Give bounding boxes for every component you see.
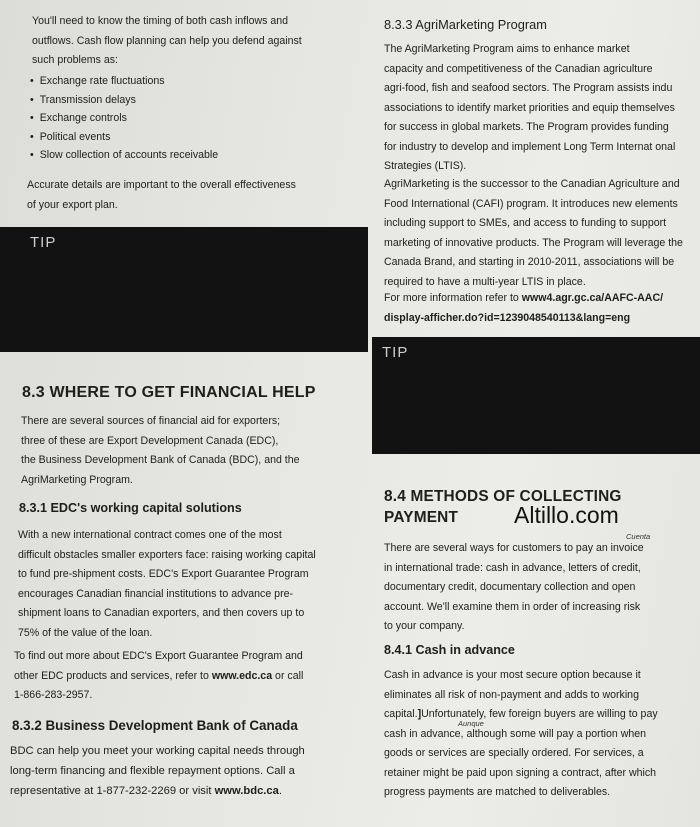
paragraph-line: for industry to develop and implement Long Term Internat onal [384,140,676,153]
section-8-3-heading: 8.3 WHERE TO GET FINANCIAL HELP [22,384,316,401]
paragraph-line: the Business Development Bank of Canada (BDC), and the [21,454,300,466]
text-span: . [278,785,282,797]
paragraph-line [384,705,658,725]
paragraph-line: account. We'll examine them in order of increasing risk [384,600,641,613]
agri-url-part2: display-afficher.do?id=1239048540113&lang=eng [384,311,631,324]
paragraph-line: Cash in advance is your most secure option because it [384,669,641,681]
list-item: • Exchange rate fluctuations [30,72,218,91]
tip-box [372,337,700,454]
paragraph-line: Food International (CAFI) program. It introduces new elements [384,197,678,210]
paragraph-line: AgriMarketing Program. [21,473,133,486]
list-item: • Political events [30,128,218,147]
heading-line: PAYMENT [384,509,459,526]
paragraph-line: To find out more about EDC's Export Guarantee Program and [14,650,303,662]
cash-in-advance-paragraph [384,666,658,803]
text-span: representative at 1-877-232-2269 or visit [10,785,215,797]
section-8-3-1-paragraph [18,526,316,643]
paragraph-line [384,289,663,309]
paragraph-line [14,667,303,687]
edc-url: www.edc.ca [211,669,273,682]
watermark: Altillo.com [514,502,619,528]
handwritten-note: Cuenta [626,532,651,541]
text-span: other EDC products and services, refer to [14,669,212,682]
agri-url-part1: www4.agr.gc.ca/AAFC-AAC/ [521,292,664,304]
paragraph-line: AgriMarketing is the successor to the Canadian Agriculture and [384,178,680,190]
paragraph-line: encourages Canadian financial institutions to advance pre- [18,587,294,600]
list-item: • Transmission delays [30,91,218,110]
paragraph-line: eliminates all risk of non-payment and adds to working [384,688,639,701]
intro-line: such problems as: [32,54,118,66]
paragraph-line: retainer might be paid upon signing a contract, after which [384,766,657,779]
paragraph-line: cash in advance, although some will pay a portion when [384,727,647,740]
tip-label: TIP [30,234,57,251]
paragraph-line: in international trade: cash in advance, letters of credit, [384,561,641,574]
cafi-paragraph [384,175,700,292]
paragraph-line: associations to identify market priorities and equip themselves [384,101,675,114]
paragraph-line: three of these are Export Development Canada (EDC), [21,434,279,447]
section-8-4-paragraph [384,539,644,637]
text-span: For more information refer to [384,292,522,304]
section-8-3-3-heading: 8.3.3 AgriMarketing Program [384,17,547,32]
intro-paragraph [32,12,302,71]
paragraph-line: required to have a multi-year LTIS in place. [384,275,586,288]
list-item: • Slow collection of accounts receivable [30,146,218,165]
text-span: Unfortunately, few foreign buyers are willing to pay [421,708,658,720]
tip-label: TIP [382,344,409,361]
section-8-3-1-heading: 8.3.1 EDC's working capital solutions [19,501,242,515]
paragraph-line: including support to SMEs, and access to funding to support [384,217,667,229]
paragraph-line: BDC can help you meet your working capital needs through [10,745,305,757]
paragraph-line: progress payments are matched to deliverables. [384,786,611,798]
more-info-paragraph [384,289,663,328]
paragraph-line: Canada Brand, and starting in 2010-2011, associations will be [384,256,675,268]
paragraph-line: shipment loans to Canadian exporters, and then covers up to [18,607,305,619]
paragraph-line: Strategies (LTIS). [384,160,467,172]
paragraph-line: marketing of innovative products. The Program will leverage the [384,236,683,249]
text-span: or call [272,669,304,682]
paragraph-line: difficult obstacles smaller exporters face: raising working capital [18,548,316,561]
paragraph-line: to your company. [384,620,465,632]
list-item: • Exchange controls [30,109,218,128]
accuracy-paragraph [27,176,296,215]
intro-line: You'll need to know the timing of both cash inflows and [32,15,289,27]
section-8-3-paragraph [21,412,300,490]
problem-list [30,72,218,165]
bdc-paragraph [10,741,305,801]
paragraph-line: long-term financing and flexible repayment options. Call a [10,765,295,777]
text-span: capital. [384,708,418,720]
paragraph-line: There are several ways for customers to pay an invoice [384,542,644,554]
paragraph-line: for success in global markets. The Program provides funding [384,121,669,133]
intro-line: outflows. Cash flow planning can help you defend against [32,34,302,47]
paragraph-line: The AgriMarketing Program aims to enhance market [384,43,630,55]
tip-box [0,227,368,352]
section-8-3-2-heading: 8.3.2 Business Development Bank of Canada [12,718,298,733]
edc-info-paragraph [14,647,303,706]
handwritten-bracket: ] [417,708,422,720]
accuracy-line: of your export plan. [27,198,118,211]
edc-phone: 1-866-283-2957. [14,689,93,701]
paragraph-line: With a new international contract comes one of the most [18,529,282,541]
paragraph-line: capacity and competitiveness of the Canadian agriculture [384,62,653,75]
paragraph-line: 75% of the value of the loan. [18,626,153,639]
paragraph-line: goods or services are specially ordered. For services, a [384,747,644,759]
paragraph-line [10,781,305,801]
handwritten-note: Aunque [458,719,484,728]
bdc-url: www.bdc.ca [214,785,279,797]
paragraph-line: to fund pre-shipment costs. EDC's Export Guarantee Program [18,568,309,580]
section-8-4-1-heading: 8.4.1 Cash in advance [384,643,515,657]
paragraph-line: documentary credit, documentary collection and open [384,581,636,593]
paragraph-line: There are several sources of financial aid for exporters; [21,415,281,427]
paragraph-line: agri-food, fish and seafood sectors. The Program assists indu [384,82,673,94]
agri-paragraph [384,40,700,177]
accuracy-line: Accurate details are important to the overall effectiveness [27,179,296,191]
heading-line: 8.4 METHODS OF COLLECTING [384,488,622,505]
